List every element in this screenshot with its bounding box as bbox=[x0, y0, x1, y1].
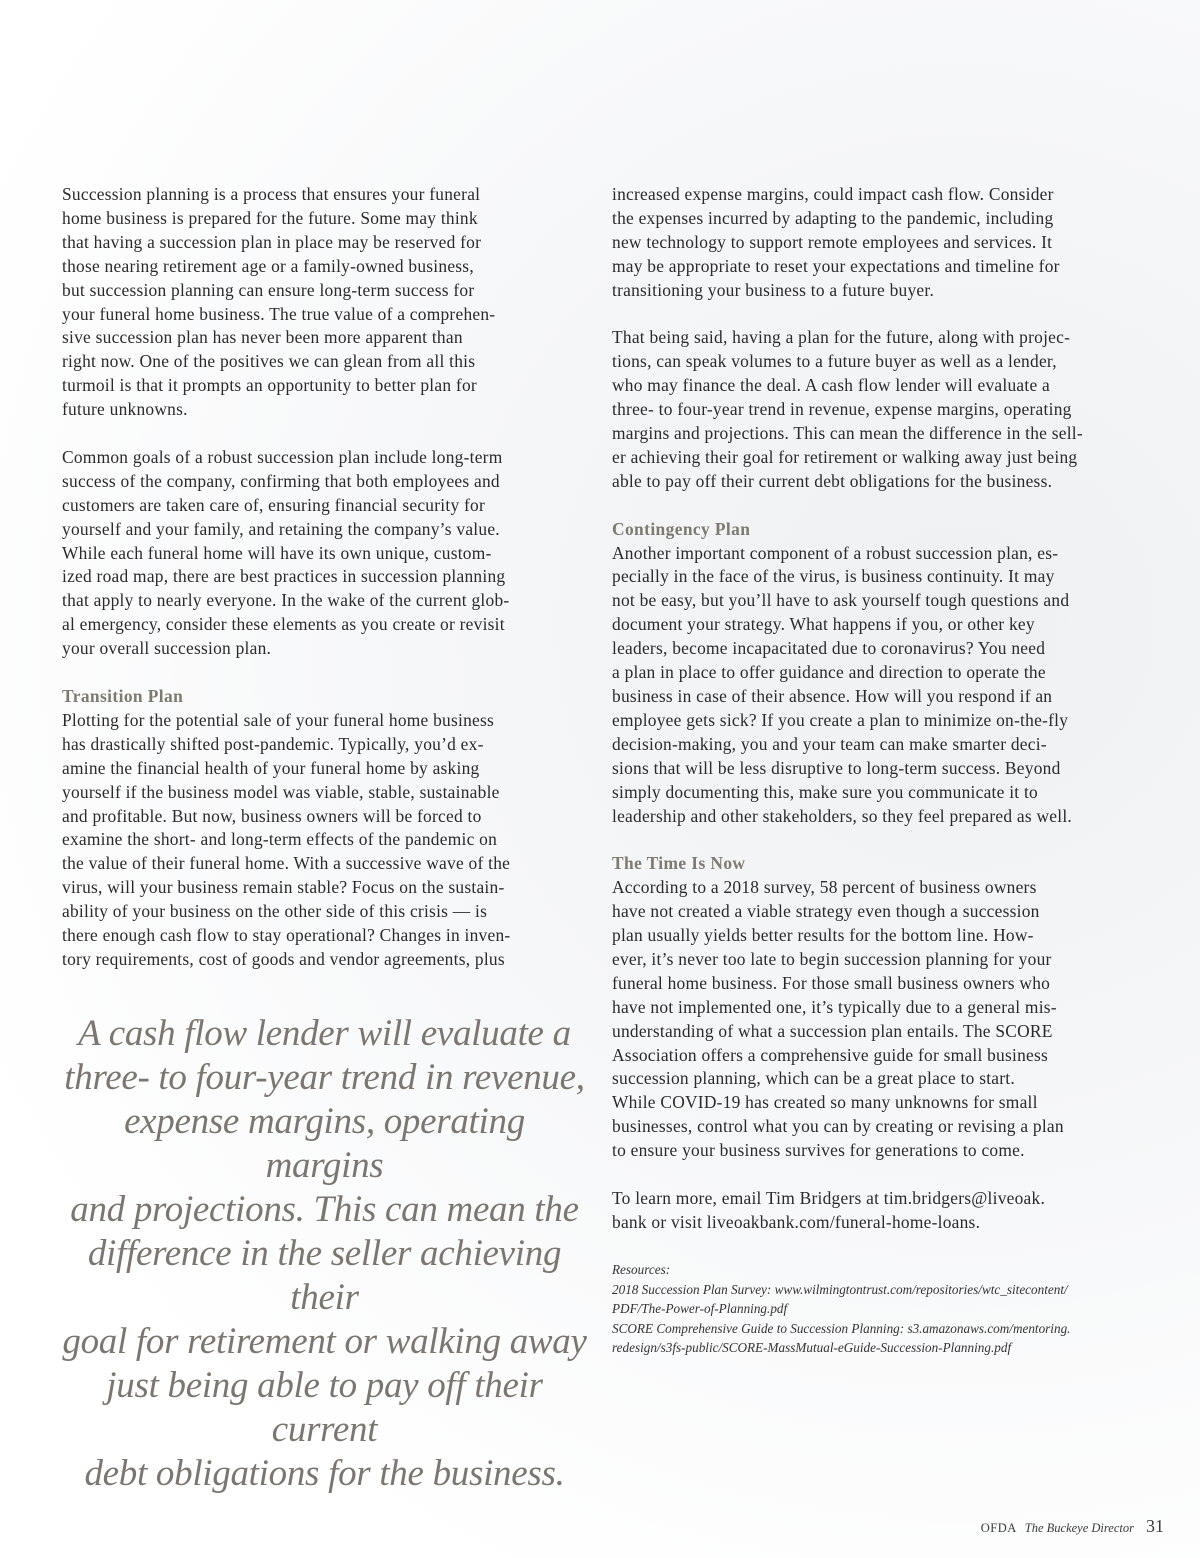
pull-quote: A cash flow lender will evaluate a three- to four-year trend in revenue, expense margins, operating margins and projections. This can mean the difference in the seller achieving their goal for retirement or walking away just being able to pay off their current debt obligations for the business. bbox=[62, 1013, 587, 1494]
resources-list: Resources: 2018 Succession Plan Survey: www.wilmingtontrust.com/repositories/wtc_sitecontent/ PDF/The-Power-of-Planning.pdf SCORE Comprehensive Guide to Succession Planning: s3.amazonaws.com/mentoring. redesign/s3fs-public/SCORE-MassMutual-eGuide-Succession-Planning.pdf bbox=[612, 1262, 1071, 1356]
contingency-plan-heading: Contingency Plan bbox=[612, 518, 751, 539]
expense-paragraph: increased expense margins, could impact cash flow. Consider the expenses incurred by adapting to the pandemic, including new technology to support remote employees and services. It may be appropriate to reset your expectations and timeline for transitioning your business to a future buyer. bbox=[612, 184, 1060, 300]
contact-paragraph: To learn more, email Tim Bridgers at tim.bridgers@liveoak. bank or visit liveoakbank.com/funeral-home-loans. bbox=[612, 1188, 1046, 1232]
right-column bbox=[612, 183, 1142, 1235]
intro-paragraph: Succession planning is a process that ensures your funeral home business is prepared for the future. Some may think that having a succession plan in place may be reserved for those nearing retirement age or a family-owned business, but succession planning can ensure long-term success for your funeral home business. The true value of a comprehen- sive succession plan has never been more apparent than right now. One of the positives we can glean from all this turmoil is that it prompts an opportunity to better plan for future unknowns. bbox=[62, 184, 496, 420]
goals-paragraph: Common goals of a robust succession plan include long-term success of the company, confirming that both employees and customers are taken care of, ensuring financial security for yourself and your family, and retaining the company’s value. While each funeral home will have its own unique, custom- ized road map, there are best practices in succession planning that apply to nearly everyone. In the wake of the current glob- al emergency, consider these elements as you create or revisit your overall succession plan. bbox=[62, 446, 510, 659]
lender-paragraph: That being said, having a plan for the future, along with projec- tions, can speak volumes to a future buyer as well as a lender, who may finance the deal. A cash flow lender will evaluate a three- to four-year trend in revenue, expense margins, operating margins and projections. This can mean the difference in the sell- er achieving their goal for retirement or walking away just being able to pay off their current debt obligations for the business. bbox=[612, 327, 1083, 491]
transition-plan-heading: Transition Plan bbox=[62, 686, 184, 706]
time-is-now-heading: The Time Is Now bbox=[612, 853, 746, 874]
transition-plan-paragraph: Plotting for the potential sale of your funeral home business has drastically shifted post-pandemic. Typically, you’d ex- amine the financial health of your funeral home by asking yourself if the business model was viable, stable, sustainable and profitable. But now, business owners will be forced to examine the short- and long-term effects of the pandemic on the value of their funeral home. With a successive wave of the virus, will your business remain stable? Focus on the sustain- ability of your business on the other side of this crisis — is there enough cash flow to stay operational? Changes in inven- tory requirements, cost of goods and vendor agreements, plus bbox=[62, 709, 511, 969]
footer-org: OFDA bbox=[980, 1521, 1017, 1535]
contingency-plan-paragraph: Another important component of a robust succession plan, es- pecially in the face of the virus, is business continuity. It may not be easy, but you’ll have to ask yourself tough questions and document your strategy. What happens if you, or other key leaders, become incapacitated due to coronavirus? You need a plan in place to offer guidance and direction to operate the business in case of their absence. How will you respond if an employee gets sick? If you create a plan to minimize on-the-fly decision-making, you and your team can make smarter deci- sions that will be less disruptive to long-term success. Beyond simply documenting this, make sure you communicate it to leadership and other stakeholders, so they feel prepared as well. bbox=[612, 542, 1073, 826]
page-number: 31 bbox=[1146, 1516, 1164, 1536]
time-is-now-paragraph: According to a 2018 survey, 58 percent of business owners have not created a viable strategy even though a succession plan usually yields better results for the bottom line. How- ever, it’s never too late to begin succession planning for your funeral home business. For those small business owners who have not implemented one, it’s typically due to a general mis- understanding of what a succession plan entails. The SCORE Association offers a comprehensive guide for small business succession planning, which can be a great place to start. While COVID-19 has created so many unknowns for small businesses, control what you can by creating or revising a plan to ensure your business survives for generations to come. bbox=[612, 877, 1064, 1161]
left-column bbox=[62, 183, 587, 972]
footer-magazine-title: The Buckeye Director bbox=[1024, 1521, 1134, 1535]
page-footer bbox=[981, 1516, 1164, 1537]
